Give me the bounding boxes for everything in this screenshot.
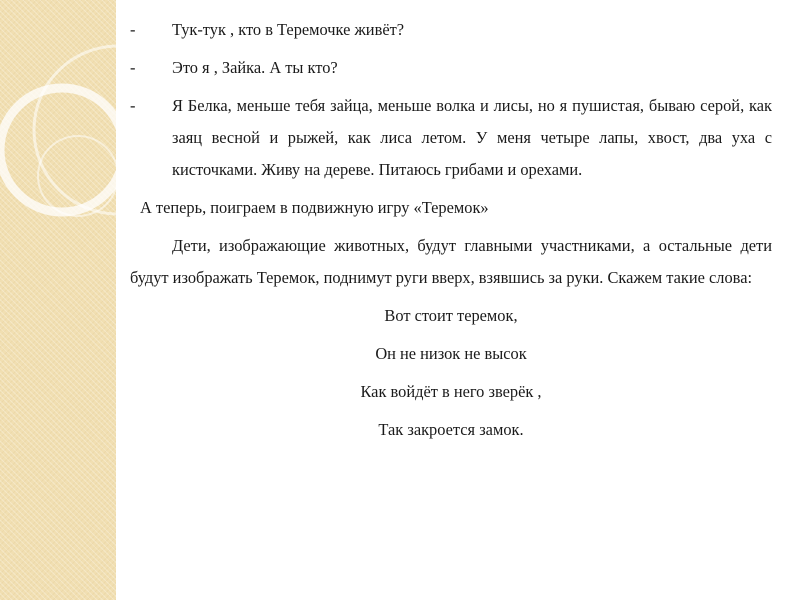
- game-heading: А теперь, поиграем в подвижную игру «Теремок»: [140, 198, 489, 217]
- decorative-side-panel: [0, 0, 116, 600]
- bullet-dash: -: [130, 20, 136, 39]
- poem-line-3: Как войдёт в него зверёк ,: [360, 382, 542, 401]
- dialogue-line-2: [130, 52, 772, 84]
- dialogue-text: Я Белка, меньше тебя зайца, меньше волка и лисы, но я пушистая, бываю серой, как заяц весной и рыжей, как лиса летом. У меня четыре лапы, хвост, два уха с кисточками. Живу на дереве. Питаюсь грибами и орехами.: [172, 96, 772, 179]
- dialogue-text: Это я , Зайка. А ты кто?: [172, 58, 338, 77]
- bullet-dash: -: [130, 96, 136, 115]
- dialogue-line-1: [130, 14, 772, 46]
- poem-line-2: Он не низок не высок: [375, 344, 527, 363]
- dialogue-line-3: [130, 90, 772, 186]
- bullet-dash: -: [130, 58, 136, 77]
- instructions-paragraph: Дети, изображающие животных, будут главными участниками, а остальные дети будут изображать Теремок, поднимут руги вверх, взявшись за руки. Скажем такие слова:: [130, 236, 772, 287]
- decorative-rings-icon: [0, 0, 116, 600]
- dialogue-text: Тук-тук , кто в Теремочке живёт?: [172, 20, 405, 39]
- poem-line-4: Так закроется замок.: [378, 420, 524, 439]
- poem-line-1: Вот стоит теремок,: [384, 306, 518, 325]
- slide-content: [130, 14, 772, 452]
